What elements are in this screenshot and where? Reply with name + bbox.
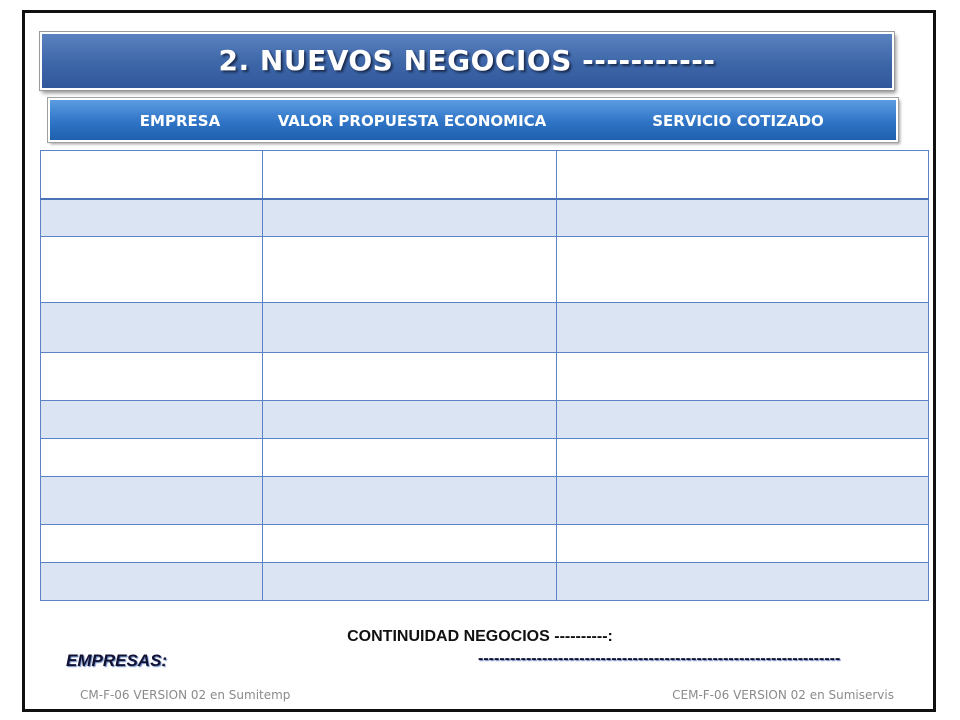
cell-servicio[interactable] [557, 237, 929, 303]
cell-empresa[interactable] [41, 151, 263, 199]
cell-servicio[interactable] [557, 303, 929, 353]
table-row [41, 237, 929, 303]
slide-title: 2. NUEVOS NEGOCIOS ----------- [218, 44, 716, 77]
cell-empresa[interactable] [41, 563, 263, 601]
cell-servicio[interactable] [557, 563, 929, 601]
cell-servicio[interactable] [557, 199, 929, 237]
cell-servicio[interactable] [557, 353, 929, 401]
cell-servicio[interactable] [557, 439, 929, 477]
footer-right-note: CEM-F-06 VERSION 02 en Sumiservis [672, 688, 894, 702]
table-row [41, 401, 929, 439]
cell-valor[interactable] [263, 303, 557, 353]
table-row [41, 303, 929, 353]
empresas-dashes: -------------------------------------------------------------------- [478, 650, 841, 667]
table-header-banner [48, 98, 898, 142]
cell-valor[interactable] [263, 563, 557, 601]
table-row [41, 563, 929, 601]
cell-valor[interactable] [263, 199, 557, 237]
table-row [41, 199, 929, 237]
cell-empresa[interactable] [41, 477, 263, 525]
cell-servicio[interactable] [557, 401, 929, 439]
header-empresa: EMPRESA [139, 112, 221, 130]
cell-empresa[interactable] [41, 199, 263, 237]
cell-valor[interactable] [263, 151, 557, 199]
cell-valor[interactable] [263, 525, 557, 563]
cell-empresa[interactable] [41, 525, 263, 563]
table-row [41, 151, 929, 199]
cell-valor[interactable] [263, 353, 557, 401]
table-row [41, 525, 929, 563]
table-row [41, 439, 929, 477]
header-valor-propuesta: VALOR PROPUESTA ECONOMICA [277, 112, 547, 130]
cell-valor[interactable] [263, 439, 557, 477]
cell-empresa[interactable] [41, 401, 263, 439]
cell-servicio[interactable] [557, 477, 929, 525]
footer-left-note: CM-F-06 VERSION 02 en Sumitemp [80, 688, 291, 702]
cell-valor[interactable] [263, 401, 557, 439]
cell-empresa[interactable] [41, 303, 263, 353]
cell-valor[interactable] [263, 477, 557, 525]
continuity-label: CONTINUIDAD NEGOCIOS ----------: [347, 628, 613, 645]
header-servicio-cotizado: SERVICIO COTIZADO [652, 112, 824, 130]
title-banner [40, 32, 894, 90]
business-table [40, 150, 929, 601]
cell-servicio[interactable] [557, 151, 929, 199]
cell-empresa[interactable] [41, 353, 263, 401]
cell-empresa[interactable] [41, 237, 263, 303]
cell-valor[interactable] [263, 237, 557, 303]
cell-empresa[interactable] [41, 439, 263, 477]
cell-servicio[interactable] [557, 525, 929, 563]
table-row [41, 353, 929, 401]
table-row [41, 477, 929, 525]
empresas-label: EMPRESAS: [66, 651, 168, 670]
